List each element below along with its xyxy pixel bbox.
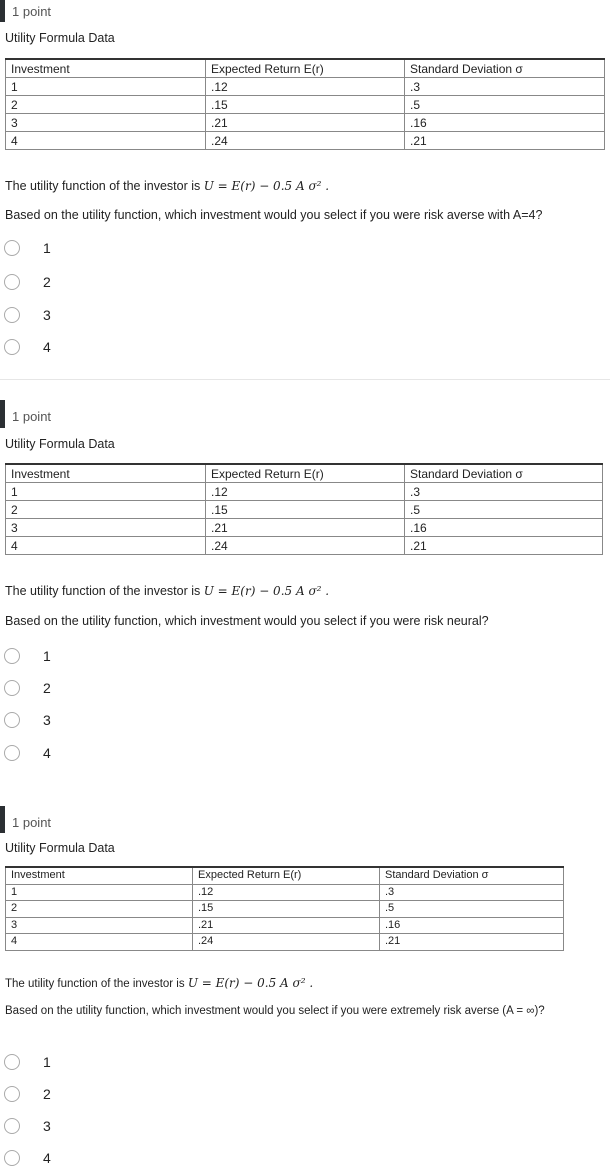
answer-option[interactable] xyxy=(2,646,51,666)
table-header: Standard Deviation σ xyxy=(380,867,564,884)
answer-option[interactable] xyxy=(2,678,51,698)
table-cell: .5 xyxy=(380,901,564,918)
radio-button[interactable] xyxy=(4,1086,20,1102)
answer-option[interactable] xyxy=(2,238,51,258)
formula-prefix: The utility function of the investor is xyxy=(5,978,188,990)
radio-button[interactable] xyxy=(4,712,20,728)
table-cell: 3 xyxy=(6,114,206,132)
table-cell: 3 xyxy=(6,519,206,537)
table-cell: .3 xyxy=(405,78,605,96)
table-row xyxy=(6,934,564,951)
answer-option[interactable] xyxy=(2,743,51,763)
table-cell: .15 xyxy=(206,501,405,519)
question-text: Based on the utility function, which investment would you select if you were extremely risk averse (A = ∞)? xyxy=(5,1005,545,1017)
table-row xyxy=(6,884,564,901)
radio-button[interactable] xyxy=(4,274,20,290)
table-cell: 1 xyxy=(6,78,206,96)
table-cell: 1 xyxy=(6,483,206,501)
radio-button[interactable] xyxy=(4,307,20,323)
table-cell: .21 xyxy=(206,114,405,132)
utility-formula xyxy=(5,584,329,598)
utility-formula xyxy=(5,976,313,990)
table-cell: .16 xyxy=(405,114,605,132)
table-cell: .21 xyxy=(193,917,380,934)
table-cell: 2 xyxy=(6,501,206,519)
answer-option[interactable] xyxy=(2,710,51,730)
option-label: 1 xyxy=(43,648,51,664)
points-label: 1 point xyxy=(12,815,52,830)
radio-button[interactable] xyxy=(4,1150,20,1166)
option-label: 1 xyxy=(43,1054,51,1070)
table-cell: .21 xyxy=(206,519,405,537)
table-header: Standard Deviation σ xyxy=(405,464,603,483)
table-cell: .3 xyxy=(380,884,564,901)
table-header: Investment xyxy=(6,59,206,78)
option-label: 2 xyxy=(43,680,51,696)
table-row xyxy=(6,917,564,934)
radio-button[interactable] xyxy=(4,339,20,355)
question-text: Based on the utility function, which investment would you select if you were risk averse with A=4? xyxy=(5,208,543,222)
question-text: Based on the utility function, which investment would you select if you were risk neural? xyxy=(5,614,489,628)
option-label: 2 xyxy=(43,274,51,290)
question-marker xyxy=(0,400,5,428)
table-header-row xyxy=(6,464,603,483)
utility-data-table xyxy=(5,58,605,150)
points-label: 1 point xyxy=(12,4,52,19)
formula-math: U = E(r) − 0.5 A σ² . xyxy=(187,976,314,990)
table-header: Expected Return E(r) xyxy=(206,59,405,78)
table-row xyxy=(6,483,603,501)
divider xyxy=(0,379,610,380)
formula-math: U = E(r) − 0.5 A σ² . xyxy=(203,584,330,598)
table-cell: .21 xyxy=(405,537,603,555)
table-cell: .24 xyxy=(206,132,405,150)
table-row xyxy=(6,519,603,537)
table-cell: .12 xyxy=(193,884,380,901)
table-cell: 4 xyxy=(6,537,206,555)
radio-button[interactable] xyxy=(4,648,20,664)
radio-button[interactable] xyxy=(4,745,20,761)
table-cell: .12 xyxy=(206,483,405,501)
answer-option[interactable] xyxy=(2,337,51,357)
table-header-row xyxy=(6,59,605,78)
table-title: Utility Formula Data xyxy=(5,31,115,45)
option-label: 4 xyxy=(43,745,51,761)
table-cell: 4 xyxy=(6,934,193,951)
table-row xyxy=(6,501,603,519)
table-cell: 2 xyxy=(6,901,193,918)
option-label: 4 xyxy=(43,339,51,355)
option-label: 4 xyxy=(43,1150,51,1166)
table-title: Utility Formula Data xyxy=(5,437,115,451)
table-cell: .5 xyxy=(405,96,605,114)
table-cell: .24 xyxy=(193,934,380,951)
formula-prefix: The utility function of the investor is xyxy=(5,584,204,598)
option-label: 3 xyxy=(43,712,51,728)
table-cell: 3 xyxy=(6,917,193,934)
table-cell: .24 xyxy=(206,537,405,555)
table-cell: 4 xyxy=(6,132,206,150)
table-row xyxy=(6,96,605,114)
table-cell: .16 xyxy=(405,519,603,537)
table-row xyxy=(6,537,603,555)
utility-data-table xyxy=(5,463,603,555)
answer-option[interactable] xyxy=(2,1052,51,1072)
table-header: Expected Return E(r) xyxy=(206,464,405,483)
answer-option[interactable] xyxy=(2,1084,51,1104)
table-header: Standard Deviation σ xyxy=(405,59,605,78)
table-cell: .16 xyxy=(380,917,564,934)
radio-button[interactable] xyxy=(4,680,20,696)
table-row xyxy=(6,901,564,918)
option-label: 3 xyxy=(43,307,51,323)
table-cell: .21 xyxy=(380,934,564,951)
table-row xyxy=(6,78,605,96)
table-cell: .15 xyxy=(193,901,380,918)
radio-button[interactable] xyxy=(4,240,20,256)
table-cell: 1 xyxy=(6,884,193,901)
answer-option[interactable] xyxy=(2,1148,51,1168)
table-header: Expected Return E(r) xyxy=(193,867,380,884)
table-cell: .3 xyxy=(405,483,603,501)
question-marker xyxy=(0,0,5,22)
option-label: 2 xyxy=(43,1086,51,1102)
question-marker xyxy=(0,806,5,833)
table-header-row xyxy=(6,867,564,884)
table-header: Investment xyxy=(6,464,206,483)
formula-prefix: The utility function of the investor is xyxy=(5,179,204,193)
option-label: 1 xyxy=(43,240,51,256)
option-label: 3 xyxy=(43,1118,51,1134)
points-label: 1 point xyxy=(12,409,52,424)
table-title: Utility Formula Data xyxy=(5,841,115,855)
table-cell: 2 xyxy=(6,96,206,114)
answer-option[interactable] xyxy=(2,305,51,325)
answer-option[interactable] xyxy=(2,1116,51,1136)
table-cell: .12 xyxy=(206,78,405,96)
utility-data-table xyxy=(5,866,564,951)
table-row xyxy=(6,132,605,150)
formula-math: U = E(r) − 0.5 A σ² . xyxy=(203,179,330,193)
table-cell: .15 xyxy=(206,96,405,114)
radio-button[interactable] xyxy=(4,1118,20,1134)
utility-formula xyxy=(5,179,329,193)
table-cell: .21 xyxy=(405,132,605,150)
table-row xyxy=(6,114,605,132)
table-cell: .5 xyxy=(405,501,603,519)
answer-option[interactable] xyxy=(2,272,51,292)
table-header: Investment xyxy=(6,867,193,884)
radio-button[interactable] xyxy=(4,1054,20,1070)
